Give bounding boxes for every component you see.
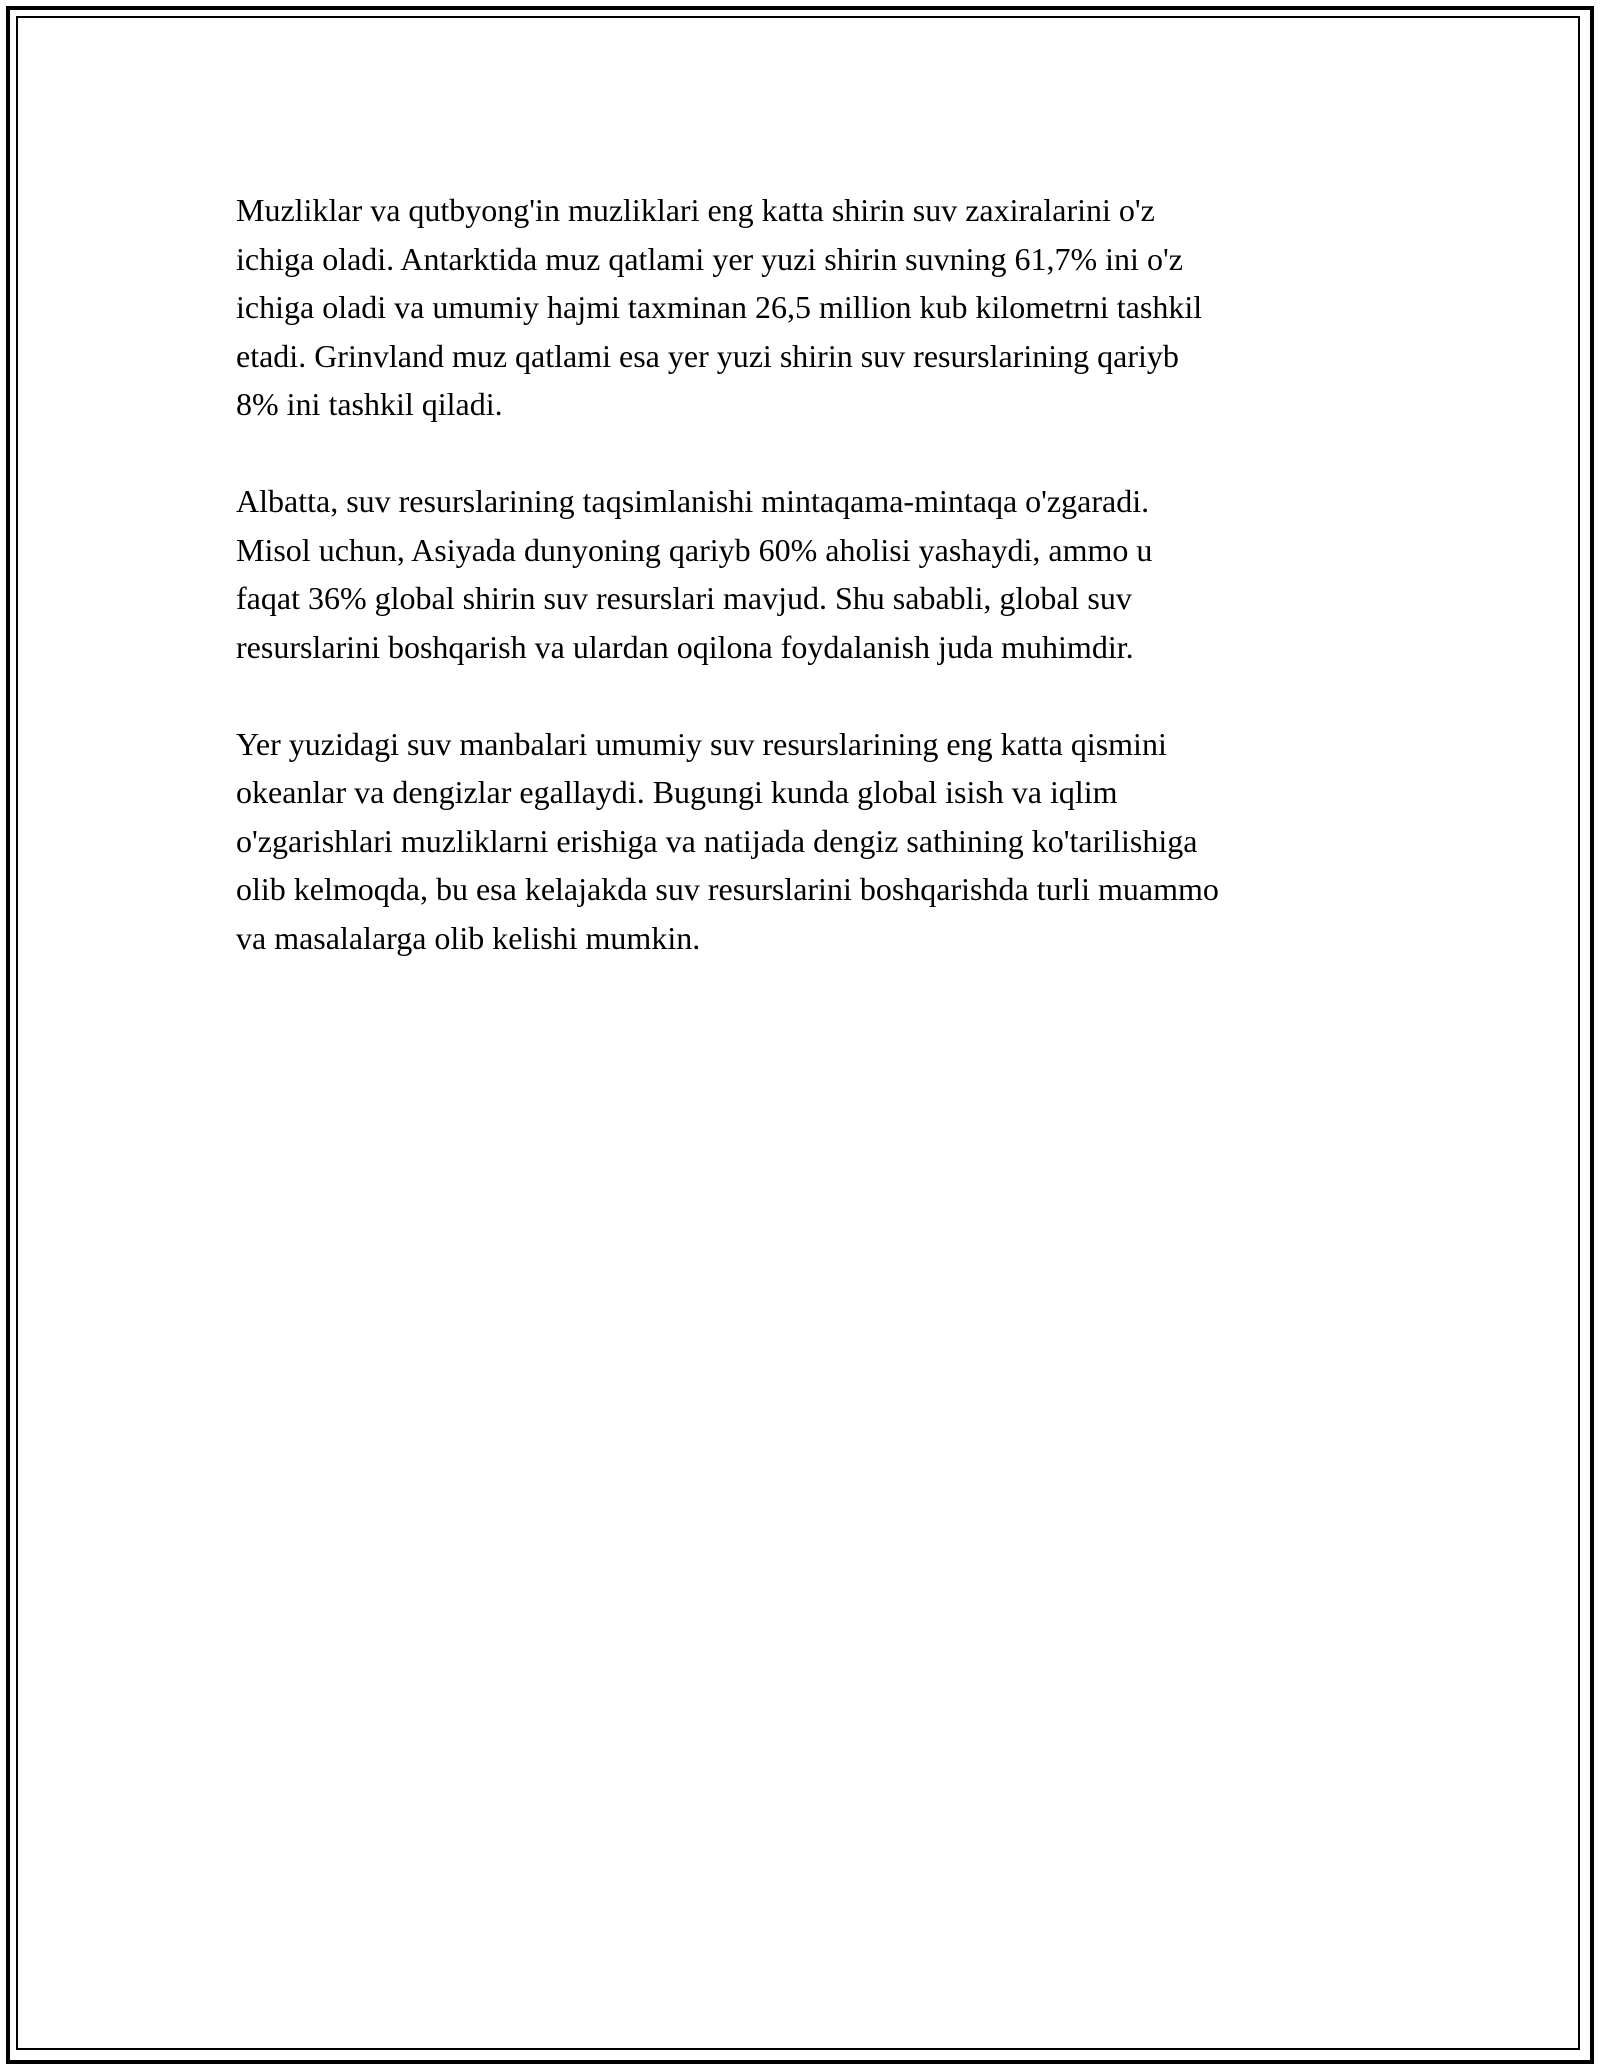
text-line: ichiga oladi va umumiy hajmi taxminan 26,5 million kub kilometrni tashkil bbox=[236, 289, 1203, 325]
document-body bbox=[236, 186, 1386, 1011]
paragraph-glaciers bbox=[236, 186, 1386, 429]
text-line: Albatta, suv resurslarining taqsimlanishi mintaqama-mintaqa o'zgaradi. bbox=[236, 483, 1150, 519]
text-line: Yer yuzidagi suv manbalari umumiy suv resurslarining eng katta qismini bbox=[236, 725, 1167, 762]
text-line: etadi. Grinvland muz qatlami esa yer yuzi shirin suv resurslarining qariyb bbox=[236, 337, 1179, 374]
text-line: 8% ini tashkil qiladi. bbox=[236, 386, 503, 422]
paragraph-oceans bbox=[236, 720, 1386, 963]
text-line: o'zgarishlari muzliklarni erishiga va natijada dengiz sathining ko'tarilishiga bbox=[236, 822, 1198, 859]
text-line: resurslarini boshqarish va ulardan oqilona foydalanish juda muhimdir. bbox=[236, 628, 1134, 665]
text-line: olib kelmoqda, bu esa kelajakda suv resurslarini boshqarishda turli muammo bbox=[236, 871, 1219, 907]
text-line: ichiga oladi. Antarktida muz qatlami yer yuzi shirin suvning 61,7% ini o'z bbox=[236, 240, 1183, 277]
paragraph-distribution bbox=[236, 477, 1386, 671]
text-line: Muzliklar va qutbyong'in muzliklari eng katta shirin suv zaxiralarini o'z bbox=[236, 192, 1155, 228]
text-line: okeanlar va dengizlar egallaydi. Bugungi kunda global isish va iqlim bbox=[236, 774, 1118, 810]
text-line: faqat 36% global shirin suv resurslari mavjud. Shu sababli, global suv bbox=[236, 580, 1132, 616]
text-line: va masalalarga olib kelishi mumkin. bbox=[236, 919, 701, 956]
text-line: Misol uchun, Asiyada dunyoning qariyb 60% aholisi yashaydi, ammo u bbox=[236, 531, 1153, 568]
